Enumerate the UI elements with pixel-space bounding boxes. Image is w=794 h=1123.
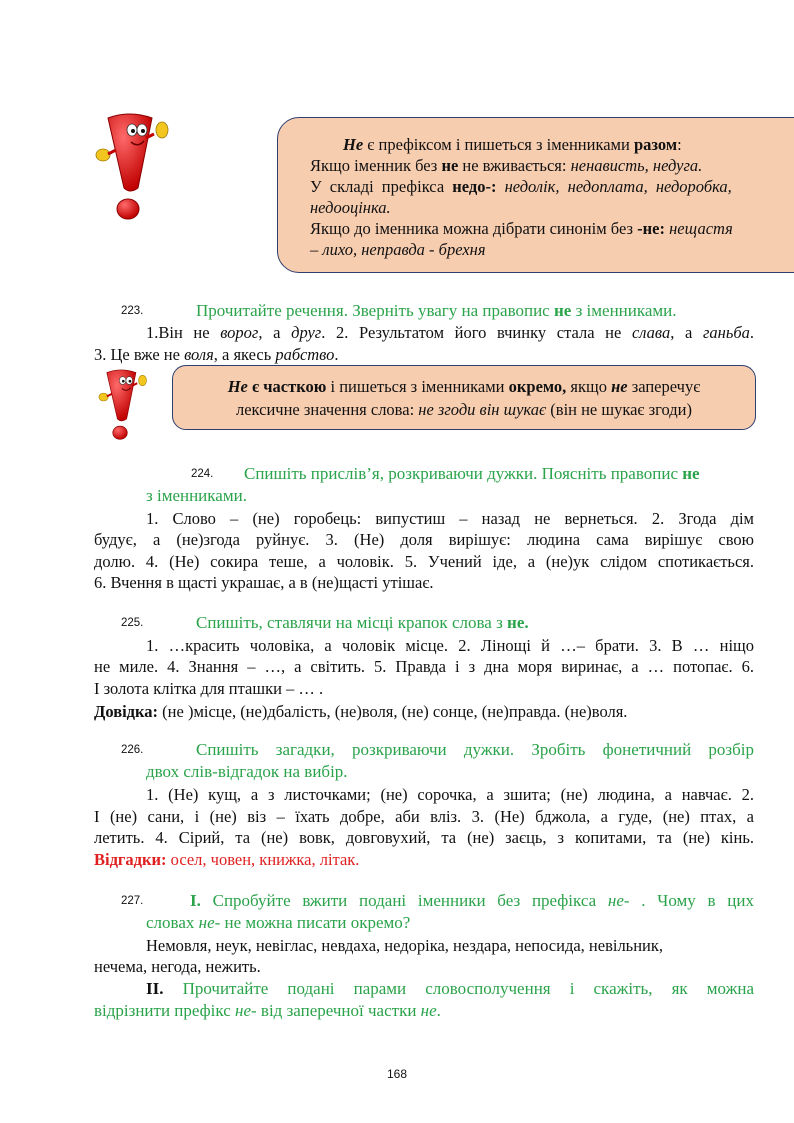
- rule-particle-line1: Не є часткою і пишеться з іменниками окремо, якщо не заперечує: [227, 377, 701, 396]
- exercise-text: 6. Вчення в щасті украшає, а в (не)щасті утішає.: [94, 573, 434, 592]
- exercise-text: 1.Він не ворог, а друг. 2. Результатом його вчинку стала не слава, а ганьба.: [146, 323, 755, 342]
- rule-example: недолік, недоплата, недоробка,: [496, 177, 732, 196]
- exercise-text: будує, а (не)згода руйнує. 3. (Не) доля вирішує: людина сама вирішує свою: [94, 530, 754, 549]
- rule-prefix-line6: [310, 239, 486, 260]
- exercise-title: словах не- не можна писати окремо?: [146, 913, 411, 932]
- exclamation-mascot-icon: [94, 108, 174, 223]
- rule-emphasis: разом: [633, 135, 678, 154]
- exercise-number: 224.: [191, 468, 214, 480]
- exercise-text: І (не) сани, і (не) віз – їхать добре, аби вліз. 3. (Не) бджола, а гуде, (не) птах, а: [94, 807, 754, 826]
- rule-box-particle: [172, 365, 756, 430]
- rule-text: Якщо до іменника можна дібрати синонім без: [310, 219, 638, 238]
- exercise-number: 227.: [121, 895, 144, 907]
- exercise-number: 223.: [121, 305, 144, 317]
- exercise-title: двох слів-відгадок на вибір.: [146, 762, 348, 781]
- exercise-part-two: відрізнити префікс не- від заперечної частки не.: [94, 1001, 441, 1020]
- exercise-title: Спишіть, ставлячи на місці крапок слова з не.: [196, 613, 529, 632]
- rule-prefix-line5: [310, 218, 733, 239]
- rule-prefix-line4: [310, 197, 391, 218]
- exercise-text: Немовля, неук, невіглас, невдаха, недоріка, нездара, непосида, невільник,: [146, 936, 664, 955]
- exercise-number: 225.: [121, 617, 144, 629]
- exercise-text: не миле. 4. Знання – …, а світить. 5. Правда і з дна моря виринає, а … потопає. 6.: [94, 657, 754, 676]
- rule-text: не вживається:: [458, 156, 571, 175]
- hint-label: Довідка:: [94, 702, 159, 721]
- rule-emphasis: недо-:: [452, 177, 497, 196]
- exercise-text: І золота клітка для пташки – … .: [94, 679, 324, 698]
- rule-particle-line2: лексичне значення слова: не згоди він шукає (він не шукає згоди): [235, 400, 693, 419]
- rule-text: Якщо іменник без: [310, 156, 442, 175]
- rule-text: є префіксом і пишеться з іменниками: [363, 135, 634, 154]
- rule-emphasis: не: [441, 156, 459, 175]
- exercise-title: I. Спробуйте вжити подані іменники без префікса не- . Чому в цих: [190, 891, 754, 910]
- exercise-part-two: [146, 978, 754, 999]
- hint-text: (не )місце, (не)дбалість, (не)воля, (не) сонце, (не)правда. (не)воля.: [158, 702, 628, 721]
- exercise-text: 1. (Не) кущ, а з листочками; (не) сорочка, а зшита; (не) людина, а навчає. 2.: [146, 785, 754, 804]
- exercise-number: 226.: [121, 744, 144, 756]
- title-text: Прочитайте речення. Зверніть увагу на правопис: [196, 301, 554, 320]
- exercise-text: 3. Це вже не воля, а якесь рабство.: [94, 345, 339, 364]
- rule-example: – лихо, неправда - брехня: [310, 240, 486, 259]
- exclamation-mascot-icon: [96, 366, 152, 442]
- title-emphasis: не: [553, 301, 572, 320]
- exercise-title: Спишіть прислів’я, розкриваючи дужки. Поясніть правопис не: [244, 464, 700, 483]
- rule-example: нещастя: [664, 219, 733, 238]
- rule-text: :: [677, 135, 682, 154]
- answers-label: Відгадки:: [94, 850, 167, 869]
- exercise-title: з іменниками.: [146, 486, 247, 505]
- exercise-text: нечема, негода, нежить.: [94, 957, 261, 976]
- rule-term: Не: [343, 135, 364, 154]
- exercise-title: Спишіть загадки, розкриваючи дужки. Зробіть фонетичний розбір: [196, 740, 754, 759]
- rule-emphasis: -не:: [637, 219, 665, 238]
- hint-line: [94, 701, 627, 722]
- part-label: II.: [146, 979, 164, 998]
- rule-prefix-line2: [310, 155, 702, 176]
- rule-example: недооцінка.: [310, 198, 391, 217]
- rule-prefix-line3: [310, 176, 732, 197]
- answers-text: осел, човен, книжка, літак.: [166, 850, 360, 869]
- exercise-text: 1. …красить чоловіка, а чоловік місце. 2. Лінощі й …– брати. 3. В … ніщо: [146, 636, 754, 655]
- rule-text: У складі префікса: [310, 177, 453, 196]
- title-text: з іменниками.: [571, 301, 677, 320]
- rule-prefix-line1: [343, 134, 682, 155]
- rule-example: ненависть, недуга.: [570, 156, 703, 175]
- part-text: Прочитайте подані парами словосполучення і скажіть, як можна: [163, 979, 754, 998]
- exercise-text: летить. 4. Сірий, та (не) вовк, довговухий, та (не) заєць, з копитами, та (не) кінь.: [94, 828, 754, 847]
- page-number: 168: [386, 1067, 408, 1081]
- exercise-text: 1. Слово – (не) горобець: випустиш – назад не вернеться. 2. Згода дім: [146, 509, 754, 528]
- answers-line: [94, 849, 359, 870]
- exercise-title: [196, 300, 677, 321]
- exercise-text: долю. 4. (Не) сокира теше, а чоловік. 5. Учений іде, а (не)ук слідом спотикається.: [94, 552, 754, 571]
